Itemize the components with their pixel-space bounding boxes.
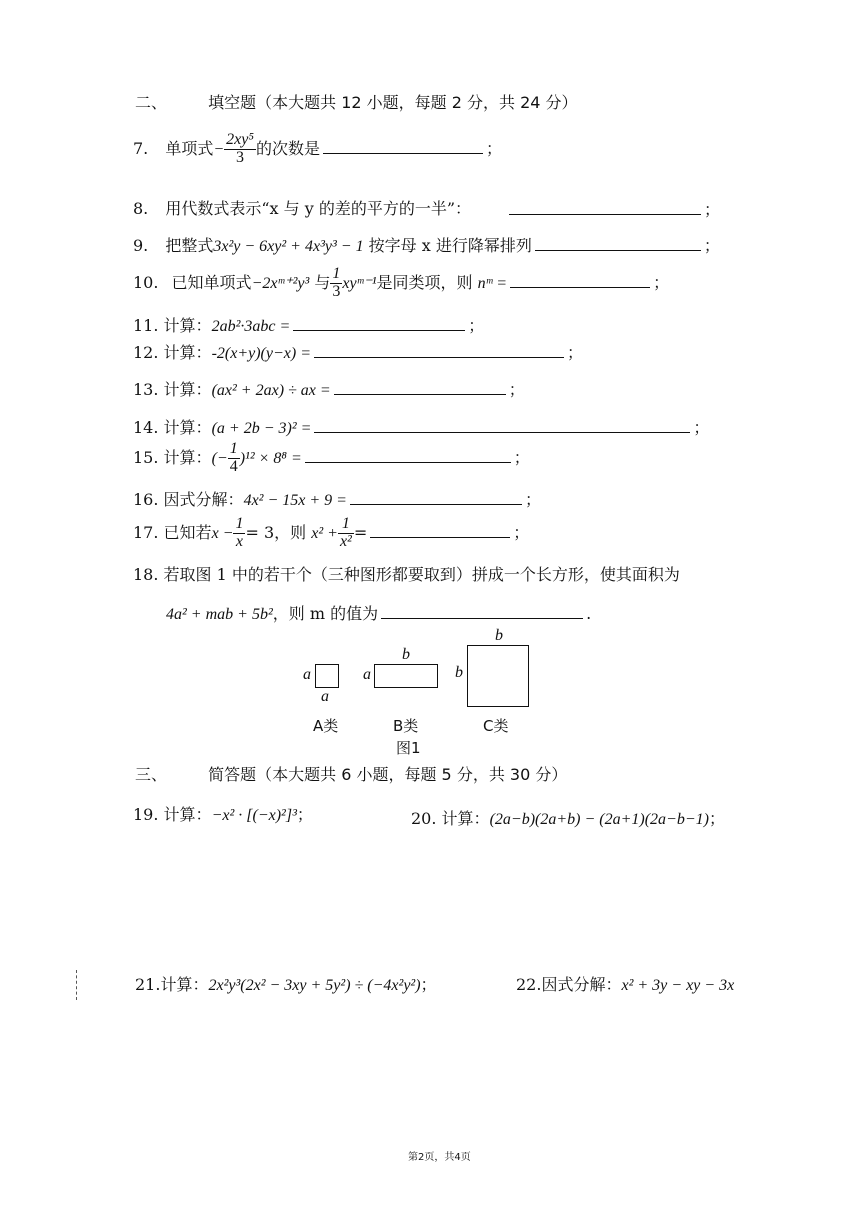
caption-c: C类: [483, 717, 509, 735]
question-18-line1: [133, 562, 680, 585]
q22-number: 22.: [516, 975, 542, 994]
question-19: 19. 计算：−x² · [(−x)²]³；: [133, 805, 313, 824]
question-21: 21.计算：2x²y³(2x² − 3xy + 5y²) ÷ (−4x²y²)；: [135, 975, 437, 994]
q17-fraction-1: $\frac{1}{x}$: [235, 515, 244, 550]
page-footer: 第2页，共4页: [408, 1152, 471, 1163]
section2-title: 填空题（本大题共 12 小题，每题 2 分，共 24 分）: [208, 93, 578, 112]
q15-expression: )¹² × 8⁸ =: [239, 449, 302, 467]
q15-answer-blank[interactable]: [305, 444, 511, 463]
q15-fraction: $\frac{1}{4}$: [229, 440, 238, 475]
q7-number: 7.: [133, 138, 149, 158]
question-7: 7. 单项式− $\frac{\text{2xy⁵}}{3}$ 的次数是 ；: [133, 131, 502, 166]
q12-expression: -2(x+y)(y−x) =: [211, 345, 311, 362]
q18-text: 若取图 1 中的若干个（三种图形都要取到）拼成一个长方形，使其面积为: [163, 565, 680, 584]
q10-answer-blank[interactable]: [510, 269, 650, 288]
label-a-side: a: [303, 666, 311, 683]
label-c-left: b: [455, 664, 463, 681]
q19-number: 19.: [133, 805, 159, 824]
q16-number: 16.: [133, 490, 159, 509]
q7-answer-blank[interactable]: [323, 135, 483, 154]
q14-number: 14.: [133, 418, 159, 437]
q17-answer-blank[interactable]: [370, 519, 510, 538]
q9-number: 9.: [133, 236, 149, 255]
section3-title: 简答题（本大题共 6 小题，每题 5 分，共 30 分）: [208, 765, 568, 784]
q7-prefix: 单项式: [165, 138, 214, 158]
q17-fraction-2: $\frac{1}{\text{x²}}$: [339, 515, 352, 550]
question-8: [133, 196, 471, 219]
q8-answer: ；: [506, 196, 720, 220]
q13-answer-blank[interactable]: [334, 376, 506, 395]
q7-fraction: $\frac{\text{2xy⁵}}{3}$: [226, 131, 254, 166]
q13-expression: (ax² + 2ax) ÷ ax =: [211, 382, 331, 399]
q8-answer-blank[interactable]: [509, 196, 701, 215]
section3-number: 三、: [135, 765, 168, 784]
q10-number: 10.: [133, 272, 159, 292]
question-12: 12. 计算：-2(x+y)(y−x) = ；: [133, 339, 583, 363]
q12-number: 12.: [133, 343, 159, 362]
question-22: 22.因式分解：x² + 3y − xy − 3x: [516, 975, 735, 994]
q8-number: 8.: [133, 199, 149, 218]
q19-expression: −x² · [(−x)²]³: [211, 807, 297, 824]
q17-number: 17.: [133, 522, 159, 542]
q18-expression: 4a² + mab + 5b²: [166, 606, 273, 623]
q20-number: 20.: [411, 809, 437, 828]
question-11: 11. 计算：2ab²·3abc = ；: [133, 312, 484, 336]
figure-title: 图1: [396, 739, 421, 757]
question-10: 10. 已知单项式−2xᵐ⁺²y³ 与 $\frac{1}{3}$ xyᵐ⁻¹是同类项，则 nᵐ = ；: [133, 265, 670, 300]
q10-expression-3: nᵐ =: [477, 274, 508, 292]
label-a-bottom: a: [321, 688, 329, 705]
label-b-left: a: [363, 666, 371, 683]
margin-binding-marks: [76, 970, 79, 1000]
q15-number: 15.: [133, 447, 159, 467]
q11-expression: 2ab²·3abc =: [211, 318, 291, 335]
label-b-top: b: [402, 646, 410, 663]
question-14: 14. 计算：(a + 2b − 3)² = ；: [133, 414, 709, 438]
caption-b: B类: [393, 717, 419, 735]
q12-answer-blank[interactable]: [314, 339, 564, 358]
q9-expression: 3x²y − 6xy² + 4x³y³ − 1: [213, 238, 364, 255]
q16-answer-blank[interactable]: [350, 486, 522, 505]
section3-header: [135, 762, 567, 785]
caption-a: A类: [313, 717, 339, 735]
question-20: 20. 计算：(2a−b)(2a+b) − (2a+1)(2a−b−1)；: [411, 809, 725, 828]
question-13: 13. 计算：(ax² + 2ax) ÷ ax = ；: [133, 376, 525, 400]
label-c-top: b: [495, 627, 503, 644]
q11-answer-blank[interactable]: [293, 312, 465, 331]
q8-text: 用代数式表示“x 与 y 的差的平方的一半”：: [165, 199, 472, 218]
q18-answer-blank[interactable]: [381, 600, 583, 619]
question-16: 16. 因式分解：4x² − 15x + 9 = ；: [133, 486, 541, 510]
q10-expression-1: −2xᵐ⁺²y³: [251, 274, 310, 292]
q21-number: 21.: [135, 975, 161, 994]
q14-expression: (a + 2b − 3)² =: [211, 420, 312, 437]
shape-c-square: [467, 645, 529, 707]
q21-expression: 2x²y³(2x² − 3xy + 5y²) ÷ (−4x²y²): [208, 977, 421, 994]
question-15: 15. 计算：(− $\frac{1}{4}$ )¹² × 8⁸ = ；: [133, 440, 530, 475]
q18-number: 18.: [133, 565, 159, 584]
q14-answer-blank[interactable]: [314, 414, 690, 433]
q20-expression: (2a−b)(2a+b) − (2a+1)(2a−b−1): [489, 811, 709, 828]
q11-number: 11.: [133, 316, 159, 335]
question-9: 9. 把整式3x²y − 6xy² + 4x³y³ − 1 按字母 x 进行降幂排列 ；: [133, 232, 720, 256]
q13-number: 13.: [133, 380, 159, 399]
question-18-line2: 4a² + mab + 5b²，则 m 的值为 .: [166, 600, 591, 624]
q22-expression: x² + 3y − xy − 3x: [621, 977, 735, 994]
q7-suffix: 的次数是: [255, 138, 320, 158]
section2-header: [135, 90, 578, 113]
shape-b-rectangle: [374, 664, 438, 688]
q10-fraction: $\frac{1}{3}$: [332, 265, 341, 300]
section2-number: 二、: [135, 93, 168, 112]
q10-expression-2: xyᵐ⁻¹: [342, 274, 377, 292]
q9-answer-blank[interactable]: [535, 232, 701, 251]
q16-expression: 4x² − 15x + 9 =: [243, 492, 347, 509]
shape-a-square: [315, 664, 339, 688]
question-17: 17. 已知若x − $\frac{1}{x}$ = 3，则 x² + $\frac{1}{\text{x²}}$ = ；: [133, 515, 530, 550]
